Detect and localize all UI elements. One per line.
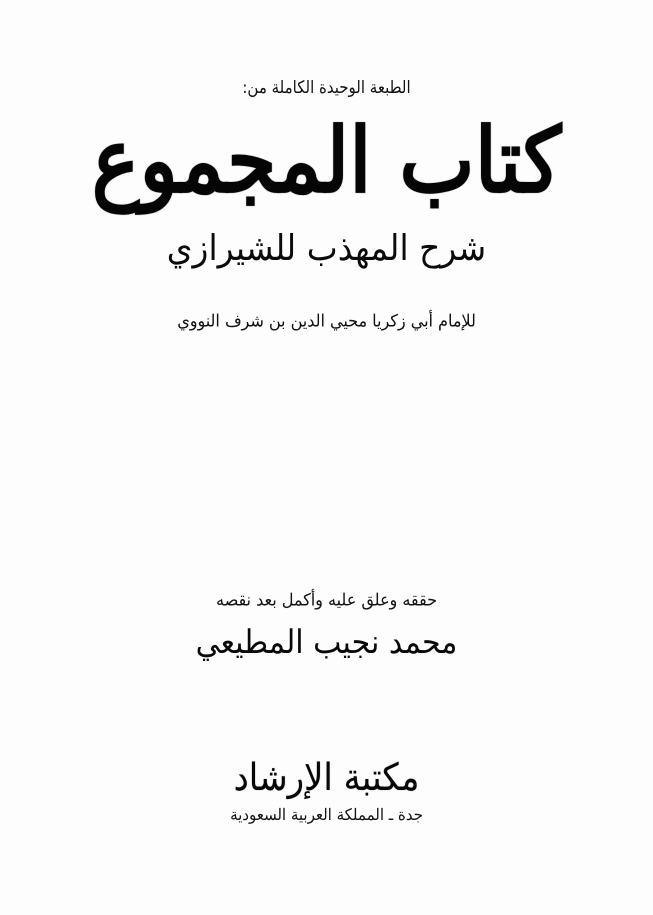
publisher-city: جدة ـ المملكة العربية السعودية — [230, 805, 423, 825]
publisher-name: مكتبة الإرشاد — [233, 756, 420, 800]
page-title: كتاب المجموع — [91, 107, 562, 213]
subtitle: شرح المهذب للشيرازي — [166, 226, 487, 269]
editor-role: حققه وعلق عليه وأكمل بعد نقصه — [216, 589, 437, 610]
editor-name: محمد نجيب المطيعي — [195, 623, 458, 662]
edition-note: الطبعة الوحيدة الكاملة من: — [242, 76, 411, 98]
publisher-block — [0, 758, 653, 824]
author-line: للإمام أبي زكريا محيي الدين بن شرف النووي — [177, 310, 476, 331]
editor-block — [0, 590, 653, 660]
